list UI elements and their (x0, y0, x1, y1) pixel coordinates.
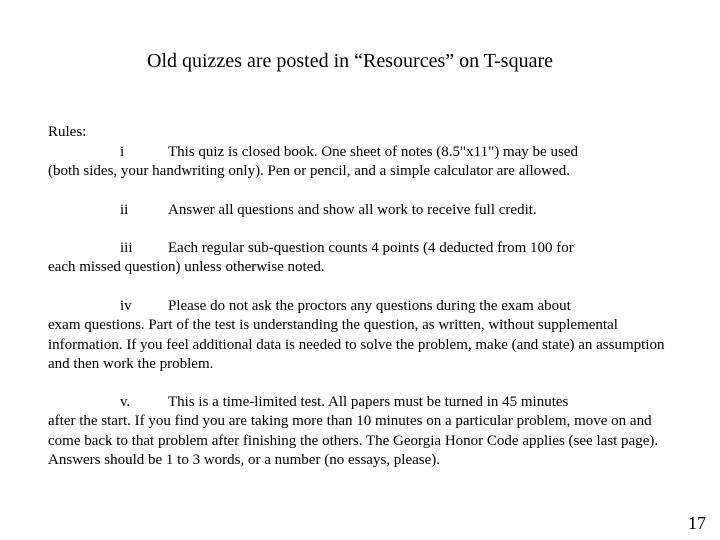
rule-first-line (48, 201, 668, 220)
rule-continuation: (both sides, your handwriting only). Pen or pencil, and a simple calculator are allowed. (48, 163, 570, 180)
rule-first-line (48, 143, 668, 162)
rule-continuation: after the start. If you find you are taking more than 10 minutes on a particular problem, move on and come back to that problem after finishing the others. The Georgia Honor Code applies (see last page). Answers should be 1 to 3 words, or a number (no essays, please). (48, 413, 659, 469)
rule-iv (48, 297, 668, 375)
rules-label: Rules: (48, 124, 87, 140)
rule-first-line (48, 393, 668, 412)
rule-number: ii (120, 202, 129, 218)
rule-i (48, 143, 668, 182)
rule-text: Answer all questions and show all work to receive full credit. (168, 202, 537, 218)
rule-text: This quiz is closed book. One sheet of notes (8.5"x11") may be used (168, 144, 578, 160)
rule-number: v. (120, 394, 131, 410)
rule-number: iii (120, 240, 133, 256)
rule-iii (48, 239, 668, 278)
rule-text: This is a time-limited test. All papers must be turned in 45 minutes (168, 394, 569, 410)
rule-text: Each regular sub-question counts 4 points (4 deducted from 100 for (168, 240, 574, 256)
rule-text: Please do not ask the proctors any questions during the exam about (168, 298, 571, 314)
rule-number: iv (120, 298, 132, 314)
slide-title: Old quizzes are posted in “Resources” on T-square (147, 50, 553, 72)
rule-v (48, 393, 668, 471)
rule-first-line (48, 239, 668, 258)
rule-ii (48, 201, 668, 220)
rule-first-line (48, 297, 668, 316)
rule-continuation: exam questions. Part of the test is understanding the question, as written, without supplemental information. If you feel additional data is needed to solve the problem, make (and state) an assumption and then work the problem. (48, 317, 665, 373)
page-number: 17 (688, 513, 706, 533)
rule-number: i (120, 144, 125, 160)
rule-continuation: each missed question) unless otherwise noted. (48, 259, 325, 276)
